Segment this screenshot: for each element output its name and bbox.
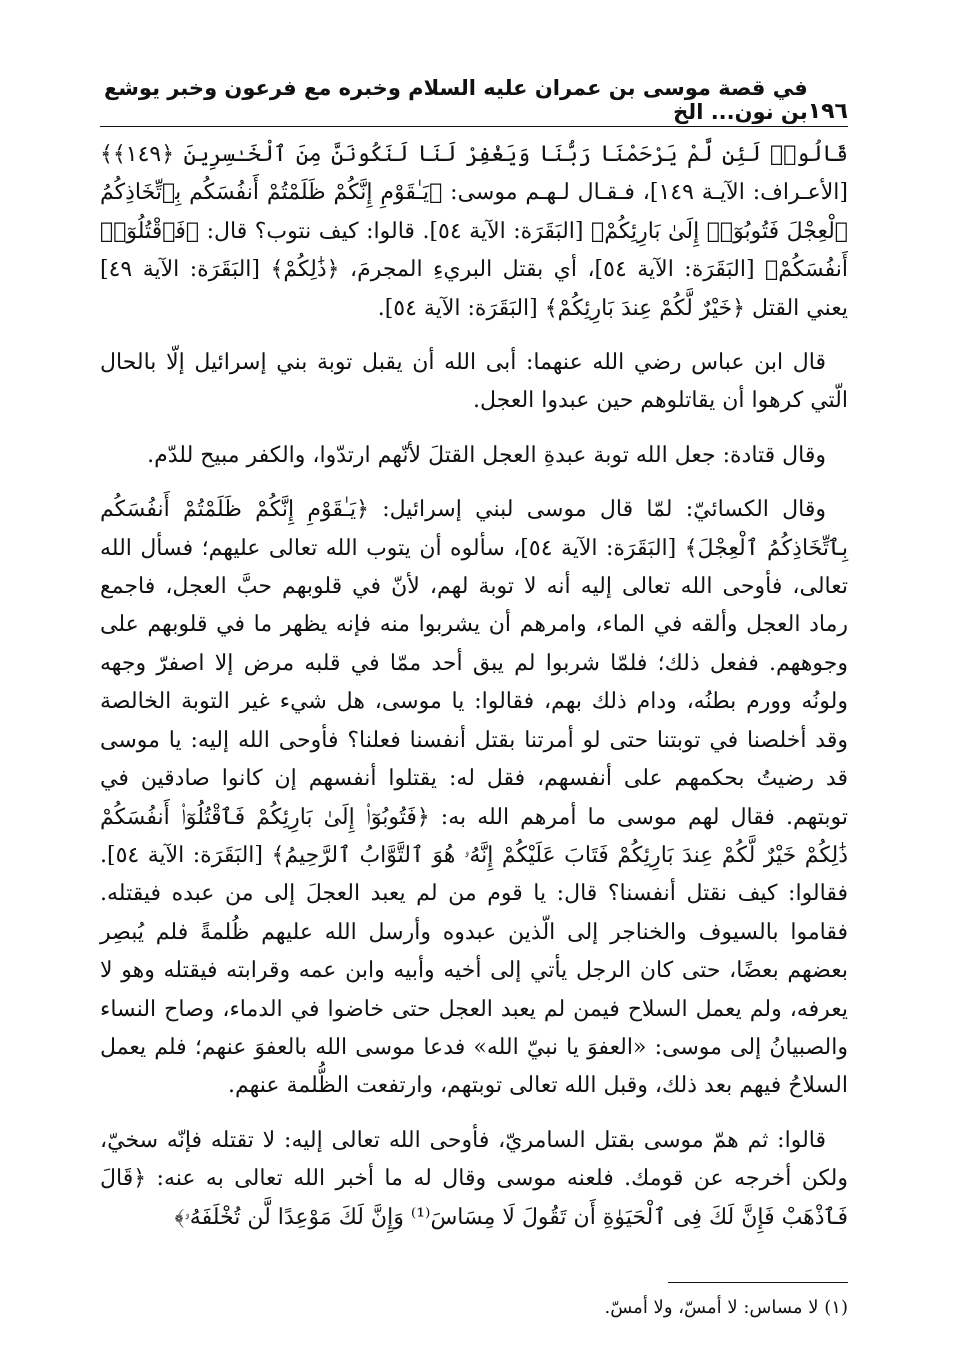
main-text [100,136,848,1253]
paragraph-samiri: قالوا: ثم همّ موسى بقتل السامريّ، فأوحى الله تعالى إليه: لا تقتله فإنّه سخيّ، ولكن أخرجه عن قومك. فلعنه موسى وقال له ما أخبر الله تعالى به عنه: ﴿قَالَ فَٱذْهَبْ فَإِنَّ لَكَ فِى ٱلْحَيَوٰةِ أَن تَقُولَ لَا مِسَاسَ⁽¹⁾ وَإِنَّ لَكَ مَوْعِدًا لَّن تُخْلَفَهُۥ﴾ [100,1127,848,1230]
page-number: ١٩٦ [807,99,848,124]
running-title: في قصة موسى بن عمران عليه السلام وخبره مع فرعون وخبر يوشع بن نون... الخ [103,76,808,124]
footnote: (١) لا مساس: لا أمسّ، ولا أمسّ. [604,1297,848,1318]
paragraph-kisai: وقال الكسائيّ: لمّا قال موسى لبني إسرائيل: ﴿يَـٰقَوْمِ إِنَّكُمْ ظَلَمْتُمْ أَنفُسَكُم بِٱتِّخَاذِكُمُ ٱلْعِجْلَ﴾ [البَقَرَة: الآية ٥٤]، سألوه أن يتوب الله تعالى عليهم؛ فسأل الله تعالى، فأوحى الله تعالى إليه أنه لا توبة لهم، لأنّ في قلوبهم حبَّ العجل، فاجمع رماد العجل وألقه في الماء، وامرهم أن يشربوا منه فإنه يظهر ما في قلوبهم على وجوههم. ففعل ذلك؛ فلمّا شربوا لم يبق أحد ممّا في قلبه مرض إلا اصفرّ وجهه ولونُه وورم بطنُه، ودام ذلك بهم، فقالوا: يا موسى، هل شيء غير التوبة الخالصة وقد أخلصنا في توبتنا حتى لو أمرتنا بقتل أنفسنا فعلنا؟ فأوحى الله إليه: يا موسى قد رضيتُ بحكمهم على أنفسهم، فقل له: يقتلوا أنفسهم إن كانوا صادقين في توبتهم. فقال لهم موسى ما أمرهم الله به: ﴿فَتُوبُوٓا۟ إِلَىٰ بَارِئِكُمْ فَٱقْتُلُوٓا۟ أَنفُسَكُمْ ذَٰلِكُمْ خَيْرٌ لَّكُمْ عِندَ بَارِئِكُمْ فَتَابَ عَلَيْكُمْ إِنَّهُۥ هُوَ ٱلتَّوَّابُ ٱلرَّحِيمُ﴾ [البَقَرَة: الآية ٥٤]. فقالوا: كيف نقتل أنفسنا؟ قال: يا قوم من لم يعبد العجلَ إلى من عبده فيقتله. فقاموا بالسيوف والخناجر إلى الّذين عبدوه وأرسل الله عليهم ظُلمةً فلم يُبصِر بعضهم بعضًا، حتى كان الرجل يأتي إلى أخيه وأبيه وابن عمه وقرابته فيقتله وهو لا يعرفه، ولم يعمل السلاح فيمن لم يعبد العجل حتى خاضوا في الدماء، وصاح النساء والصبيانُ إلى موسى: «العفوَ يا نبيّ الله» فدعا موسى الله بالعفوَ عنهم؛ فلم يعمل السلاحُ فيهم بعد ذلك، وقبل الله تعالى توبتهم، وارتفعت الظُّلمة عنهم. [100,497,848,1099]
page-header [100,76,848,124]
footnote-divider [668,1282,848,1283]
paragraph-qatada: وقال قتادة: جعل الله توبة عبدةِ العجل القتلَ لأنّهم ارتدّوا، والكفر مبيح للدّم. [147,442,826,468]
header-divider [100,126,848,127]
paragraph-quran-quote: قَالُوا۟ لَئِن لَّمْ يَرْحَمْنَا رَبُّنَا وَيَغْفِرْ لَنَا لَنَكُونَنَّ مِنَ ٱلْخَـٰسِرِينَ ﴿١٤٩﴾﴾ [الأعـراف: الآيـة ١٤٩]، فـقـال لـهـم موسى: ﴿يَـٰقَوْمِ إِنَّكُمْ ظَلَمْتُمْ أَنفُسَكُم بِٱتِّخَاذِكُمُ ٱلْعِجْلَ فَتُوبُوٓا۟ إِلَىٰ بَارِئِكُمْ﴾ [البَقَرَة: الآية ٥٤]. قالوا: كيف نتوب؟ قال: ﴿فَٱقْتُلُوٓا۟ أَنفُسَكُمْ﴾ [البَقَرَة: الآية ٥٤]، أي بقتل البريءِ المجرمَ، ﴿ذَٰلِكُمْ﴾ [البَقَرَة: الآية ٤٩] يعني القتل ﴿خَيْرٌ لَّكُمْ عِندَ بَارِئِكُمْ﴾ [البَقَرَة: الآية ٥٤]. [100,142,849,321]
paragraph-ibn-abbas: قال ابن عباس رضي الله عنهما: أبى الله أن يقبل توبة بني إسرائيل إلّا بالحال الّتي كرهوا أن يقاتلوهم حين عبدوا العجل. [100,350,848,414]
